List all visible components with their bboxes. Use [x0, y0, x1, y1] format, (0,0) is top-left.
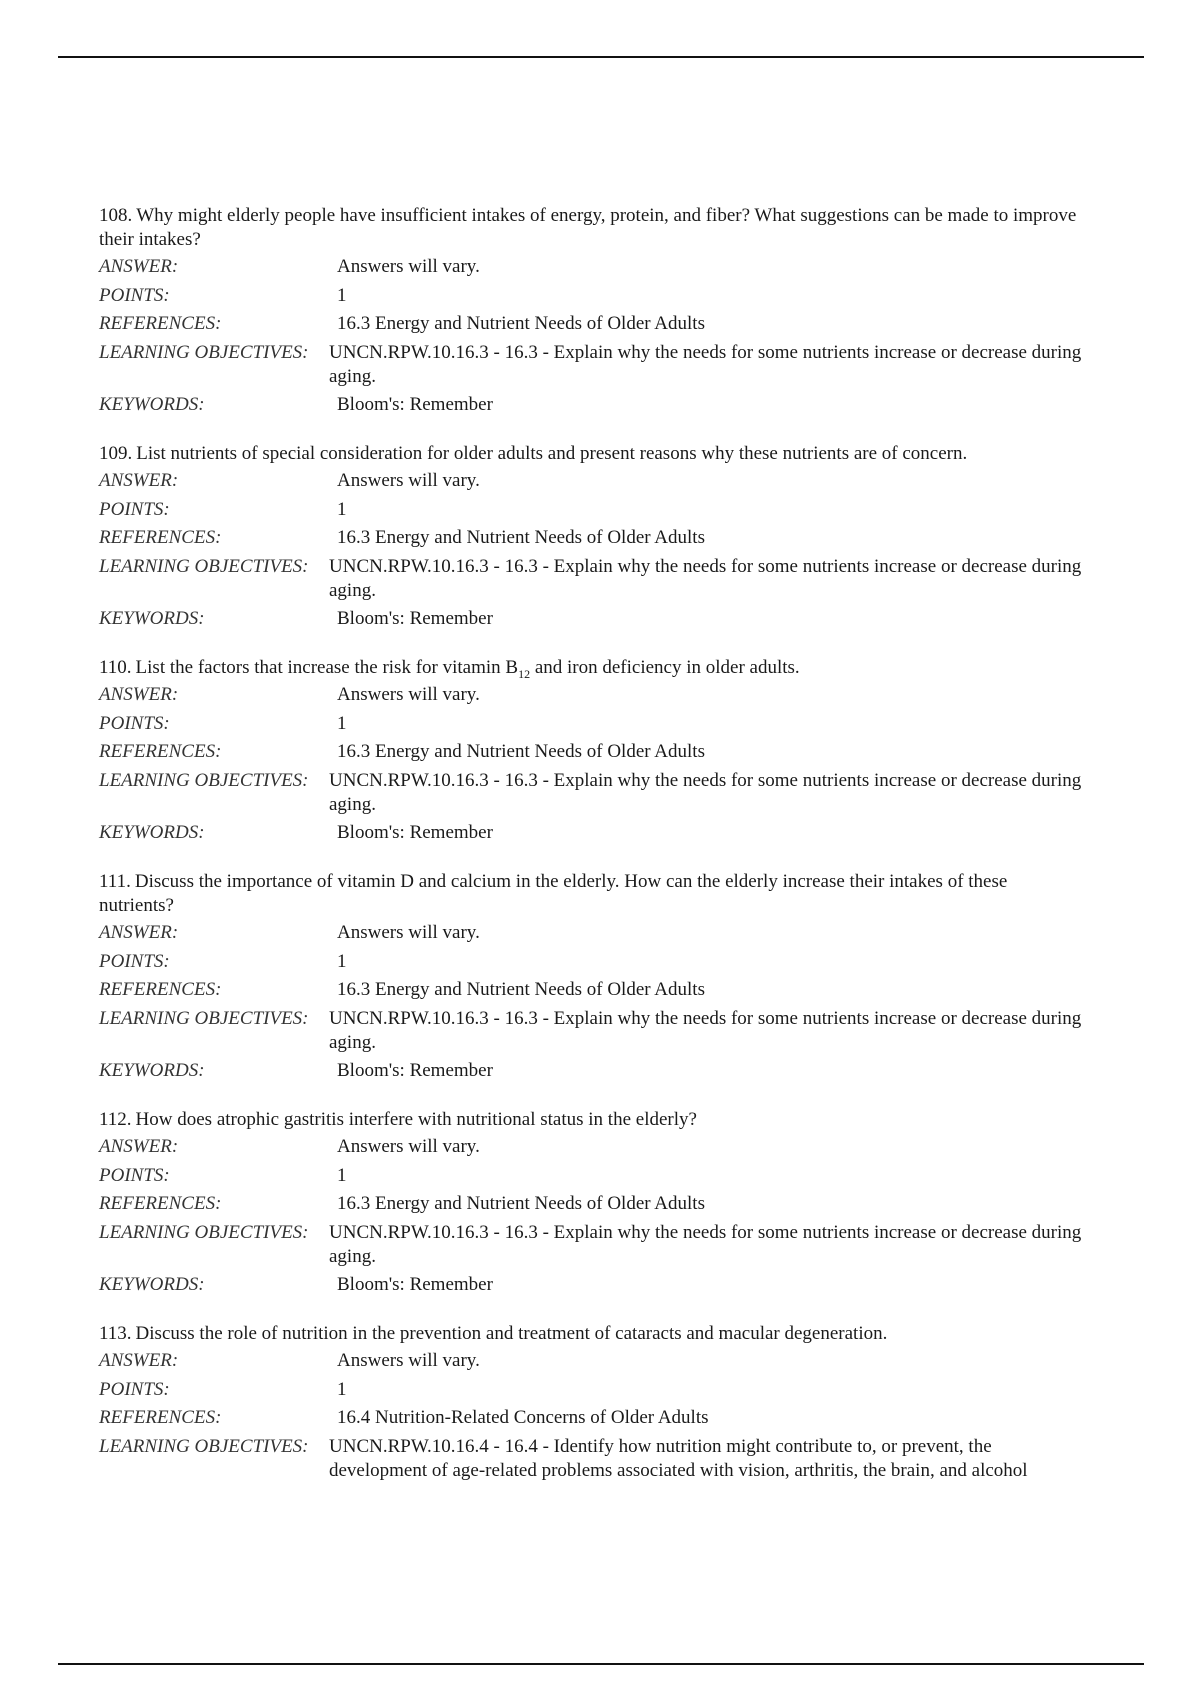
keywords-label: KEYWORDS: — [99, 394, 205, 415]
points-row — [99, 1378, 1084, 1402]
keywords-row — [99, 393, 1084, 417]
answer-label: ANSWER: — [99, 256, 179, 277]
question-number: 112. — [99, 1109, 132, 1130]
learning-objectives-label: LEARNING OBJECTIVES: — [99, 1221, 309, 1243]
question-prompt: Why might elderly people have insufficient intakes of energy, protein, and fiber? What suggestions can be made to improve their intakes? — [99, 205, 1077, 250]
keywords-row — [99, 607, 1084, 631]
question-number: 111. — [99, 871, 131, 892]
learning-objectives-label: LEARNING OBJECTIVES: — [99, 1435, 309, 1457]
question-108 — [99, 204, 1084, 417]
answer-value: Answers will vary. — [337, 1350, 480, 1371]
answer-row — [99, 683, 1084, 707]
question-number: 110. — [99, 657, 132, 678]
keywords-label: KEYWORDS: — [99, 608, 205, 629]
footer-rule — [58, 1663, 1144, 1665]
references-value: 16.3 Energy and Nutrient Needs of Older Adults — [337, 1193, 705, 1214]
points-label: POINTS: — [99, 284, 170, 306]
points-label: POINTS: — [99, 950, 170, 972]
points-row — [99, 950, 1084, 974]
references-label: REFERENCES: — [99, 1407, 222, 1428]
points-value: 1 — [337, 284, 347, 306]
subscript-twelve: 12 — [518, 666, 531, 681]
answer-value: Answers will vary. — [337, 470, 480, 491]
keywords-value: Bloom's: Remember — [337, 1274, 493, 1295]
answer-label: ANSWER: — [99, 684, 179, 705]
references-value: 16.3 Energy and Nutrient Needs of Older Adults — [337, 979, 705, 1000]
points-value: 1 — [337, 498, 347, 520]
question-prompt: List nutrients of special consideration for older adults and present reasons why these nutrients are of concern. — [136, 443, 968, 464]
keywords-value: Bloom's: Remember — [337, 822, 493, 843]
question-text — [99, 656, 1084, 680]
references-row — [99, 1192, 1084, 1216]
question-text — [99, 1108, 1084, 1132]
answer-label: ANSWER: — [99, 922, 179, 943]
references-label: REFERENCES: — [99, 527, 222, 548]
references-label: REFERENCES: — [99, 741, 222, 762]
question-prompt-start: List the factors that increase the risk for vitamin B — [135, 657, 519, 678]
keywords-value: Bloom's: Remember — [337, 1060, 493, 1081]
references-value: 16.3 Energy and Nutrient Needs of Older Adults — [337, 741, 705, 762]
points-row — [99, 712, 1084, 736]
question-prompt: Discuss the role of nutrition in the prevention and treatment of cataracts and macular degeneration. — [135, 1323, 888, 1344]
answer-row — [99, 255, 1084, 279]
references-row — [99, 978, 1084, 1002]
keywords-row — [99, 821, 1084, 845]
header-rule — [58, 56, 1144, 58]
question-text — [99, 442, 1084, 466]
question-prompt-end: and iron deficiency in older adults. — [530, 657, 800, 678]
question-number: 113. — [99, 1323, 132, 1344]
points-row — [99, 498, 1084, 522]
learning-objectives-value: UNCN.RPW.10.16.3 - 16.3 - Explain why the needs for some nutrients increase or decrease during aging. — [329, 769, 1082, 815]
answer-row — [99, 921, 1084, 945]
points-value: 1 — [337, 1164, 347, 1186]
points-label: POINTS: — [99, 1164, 170, 1186]
answer-label: ANSWER: — [99, 1350, 179, 1371]
question-number: 109. — [99, 443, 133, 464]
points-value: 1 — [337, 712, 347, 734]
question-list — [99, 204, 1084, 1508]
points-row — [99, 284, 1084, 308]
keywords-row — [99, 1273, 1084, 1297]
learning-objectives-row — [99, 1221, 1084, 1269]
answer-row — [99, 1135, 1084, 1159]
answer-label: ANSWER: — [99, 470, 179, 491]
question-prompt: How does atrophic gastritis interfere with nutritional status in the elderly? — [135, 1109, 697, 1130]
learning-objectives-label: LEARNING OBJECTIVES: — [99, 555, 309, 577]
question-110 — [99, 656, 1084, 845]
learning-objectives-row — [99, 769, 1084, 817]
question-prompt: Discuss the importance of vitamin D and calcium in the elderly. How can the elderly increase their intakes of these nutrients? — [99, 871, 1008, 916]
answer-row — [99, 469, 1084, 493]
keywords-value: Bloom's: Remember — [337, 608, 493, 629]
learning-objectives-value: UNCN.RPW.10.16.4 - 16.4 - Identify how nutrition might contribute to, or prevent, the development of age-related problems associated with vision, arthritis, the brain, and alcohol — [329, 1435, 1028, 1481]
question-111 — [99, 870, 1084, 1083]
references-row — [99, 312, 1084, 336]
learning-objectives-label: LEARNING OBJECTIVES: — [99, 769, 309, 791]
learning-objectives-value: UNCN.RPW.10.16.3 - 16.3 - Explain why the needs for some nutrients increase or decrease during aging. — [329, 555, 1082, 601]
answer-label: ANSWER: — [99, 1136, 179, 1157]
question-number: 108. — [99, 205, 133, 226]
answer-value: Answers will vary. — [337, 922, 480, 943]
keywords-row — [99, 1059, 1084, 1083]
points-value: 1 — [337, 1378, 347, 1400]
learning-objectives-value: UNCN.RPW.10.16.3 - 16.3 - Explain why the needs for some nutrients increase or decrease during aging. — [329, 1221, 1082, 1267]
learning-objectives-value: UNCN.RPW.10.16.3 - 16.3 - Explain why the needs for some nutrients increase or decrease during aging. — [329, 1007, 1082, 1053]
references-label: REFERENCES: — [99, 979, 222, 1000]
points-value: 1 — [337, 950, 347, 972]
question-text — [99, 870, 1084, 918]
keywords-label: KEYWORDS: — [99, 822, 205, 843]
references-value: 16.3 Energy and Nutrient Needs of Older Adults — [337, 313, 705, 334]
question-text — [99, 204, 1084, 252]
keywords-label: KEYWORDS: — [99, 1060, 205, 1081]
references-value: 16.3 Energy and Nutrient Needs of Older Adults — [337, 527, 705, 548]
answer-value: Answers will vary. — [337, 684, 480, 705]
points-row — [99, 1164, 1084, 1188]
references-row — [99, 740, 1084, 764]
points-label: POINTS: — [99, 1378, 170, 1400]
references-row — [99, 1406, 1084, 1430]
question-109 — [99, 442, 1084, 631]
learning-objectives-row — [99, 555, 1084, 603]
answer-value: Answers will vary. — [337, 1136, 480, 1157]
question-113 — [99, 1322, 1084, 1483]
points-label: POINTS: — [99, 712, 170, 734]
points-label: POINTS: — [99, 498, 170, 520]
references-label: REFERENCES: — [99, 313, 222, 334]
references-value: 16.4 Nutrition-Related Concerns of Older Adults — [337, 1407, 709, 1428]
keywords-value: Bloom's: Remember — [337, 394, 493, 415]
learning-objectives-label: LEARNING OBJECTIVES: — [99, 1007, 309, 1029]
answer-row — [99, 1349, 1084, 1373]
learning-objectives-row — [99, 1007, 1084, 1055]
keywords-label: KEYWORDS: — [99, 1274, 205, 1295]
question-112 — [99, 1108, 1084, 1297]
learning-objectives-row — [99, 341, 1084, 389]
learning-objectives-value: UNCN.RPW.10.16.3 - 16.3 - Explain why the needs for some nutrients increase or decrease during aging. — [329, 341, 1082, 387]
learning-objectives-row — [99, 1435, 1084, 1483]
learning-objectives-label: LEARNING OBJECTIVES: — [99, 341, 309, 363]
answer-value: Answers will vary. — [337, 256, 480, 277]
references-label: REFERENCES: — [99, 1193, 222, 1214]
references-row — [99, 526, 1084, 550]
question-text — [99, 1322, 1084, 1346]
